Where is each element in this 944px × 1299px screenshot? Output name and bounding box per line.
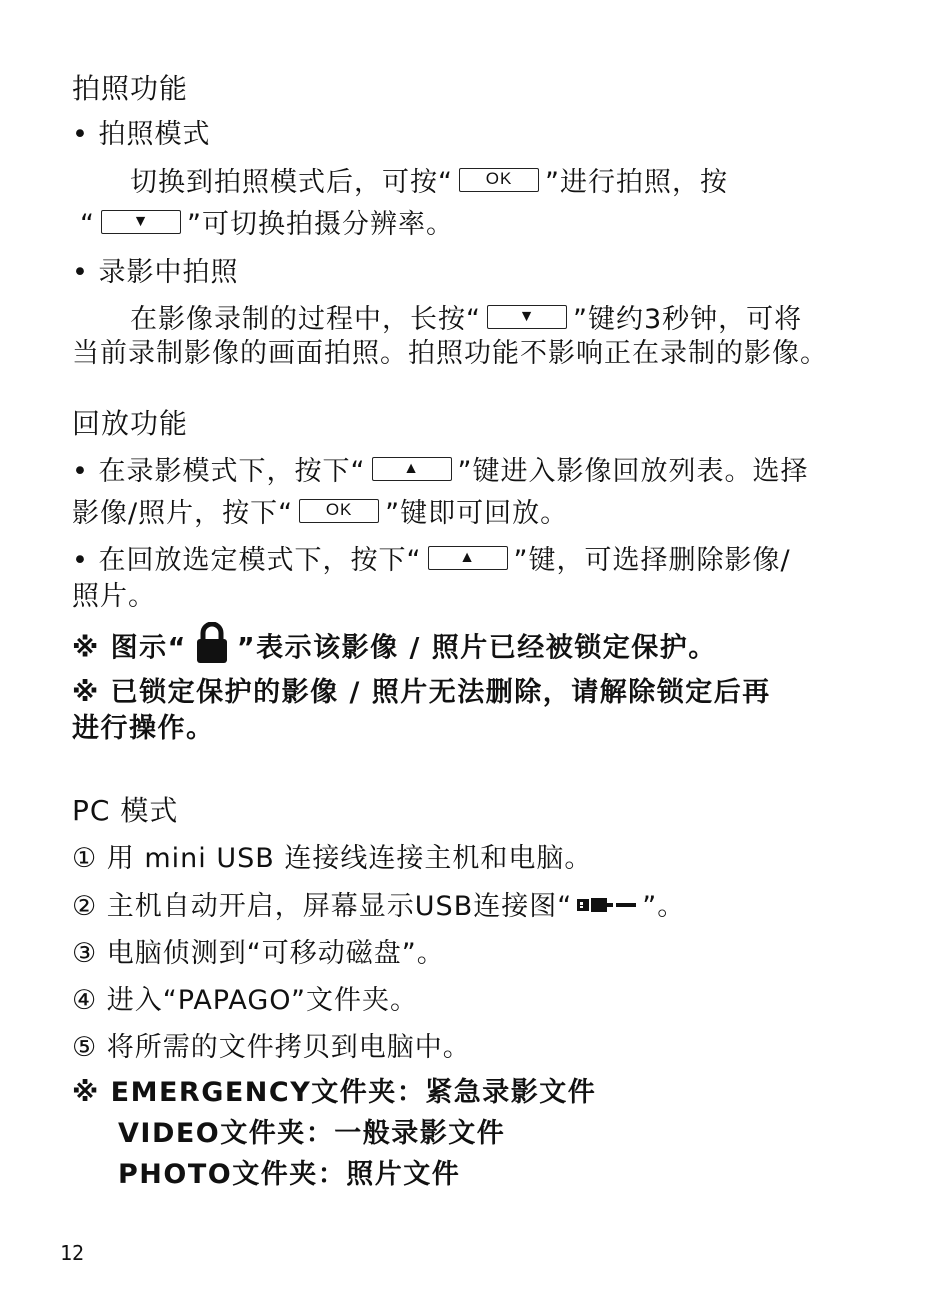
page-number: 12 [60, 1241, 85, 1265]
record-photo-bullet: • 录影中拍照 [72, 257, 239, 288]
ok-key-icon: OK [299, 499, 379, 523]
pc-step-3: ③ 电脑侦测到“可移动磁盘”。 [72, 938, 445, 969]
pc-step-2 [72, 890, 685, 924]
up-key-icon: ▲ [372, 457, 452, 481]
text: ”。 [642, 891, 686, 922]
pc-step-1: ① 用 mini USB 连接线连接主机和电脑。 [72, 843, 593, 874]
photo-section-title: 拍照功能 [72, 72, 189, 105]
playback-bullet1-line2 [72, 497, 568, 531]
text: ”键，可选择删除影像/ [513, 545, 791, 576]
text: • 在回放选定模式下，按下“ [72, 545, 422, 576]
folder-note-video: VIDEO文件夹：一般录影文件 [118, 1118, 506, 1149]
playback-section-title: 回放功能 [72, 407, 189, 440]
text: ② 主机自动开启，屏幕显示USB连接图“ [72, 891, 573, 922]
down-key-icon: ▼ [487, 305, 567, 329]
folder-note-photo: PHOTO文件夹：照片文件 [118, 1159, 461, 1190]
photo-mode-bullet: • 拍照模式 [72, 119, 211, 150]
up-key-icon: ▲ [428, 546, 508, 570]
ok-key-icon: OK [459, 168, 539, 192]
text: ”键即可回放。 [385, 498, 569, 529]
usb-connection-icon [576, 896, 638, 914]
delete-note-line1: ※ 已锁定保护的影像 / 照片无法删除，请解除锁定后再 [72, 677, 771, 708]
text: 切换到拍照模式后，可按“ [130, 167, 453, 198]
text: ”可切换拍摄分辨率。 [187, 209, 454, 240]
playback-bullet1-line1 [72, 455, 809, 489]
text: “ [80, 209, 95, 240]
folder-note-emergency: ※ EMERGENCY文件夹：紧急录影文件 [72, 1077, 597, 1108]
text: ”表示该影像 / 照片已经被锁定保护。 [236, 632, 717, 664]
lock-note [72, 628, 717, 670]
record-photo-line1 [130, 303, 802, 337]
playback-bullet2-line1 [72, 544, 791, 578]
text: ”键进入影像回放列表。选择 [457, 456, 809, 487]
lock-icon [195, 622, 229, 664]
playback-bullet2-line2: 照片。 [72, 581, 156, 612]
text: ”进行拍照，按 [545, 167, 728, 198]
pc-section-title: PC 模式 [72, 794, 179, 827]
pc-step-4: ④ 进入“PAPAGO”文件夹。 [72, 985, 419, 1016]
text: • 在录影模式下，按下“ [72, 456, 366, 487]
text: 影像/照片，按下“ [72, 498, 294, 529]
delete-note-line2: 进行操作。 [72, 713, 215, 744]
text: ※ 图示“ [72, 632, 187, 664]
record-photo-line2: 当前录制影像的画面拍照。拍照功能不影响正在录制的影像。 [72, 338, 828, 369]
text: 在影像录制的过程中，长按“ [130, 304, 481, 335]
text: ”键约3秒钟，可将 [573, 304, 803, 335]
pc-step-5: ⑤ 将所需的文件拷贝到电脑中。 [72, 1032, 471, 1063]
down-key-icon: ▼ [101, 210, 181, 234]
photo-mode-line1 [130, 166, 728, 200]
photo-mode-line2 [80, 208, 454, 242]
